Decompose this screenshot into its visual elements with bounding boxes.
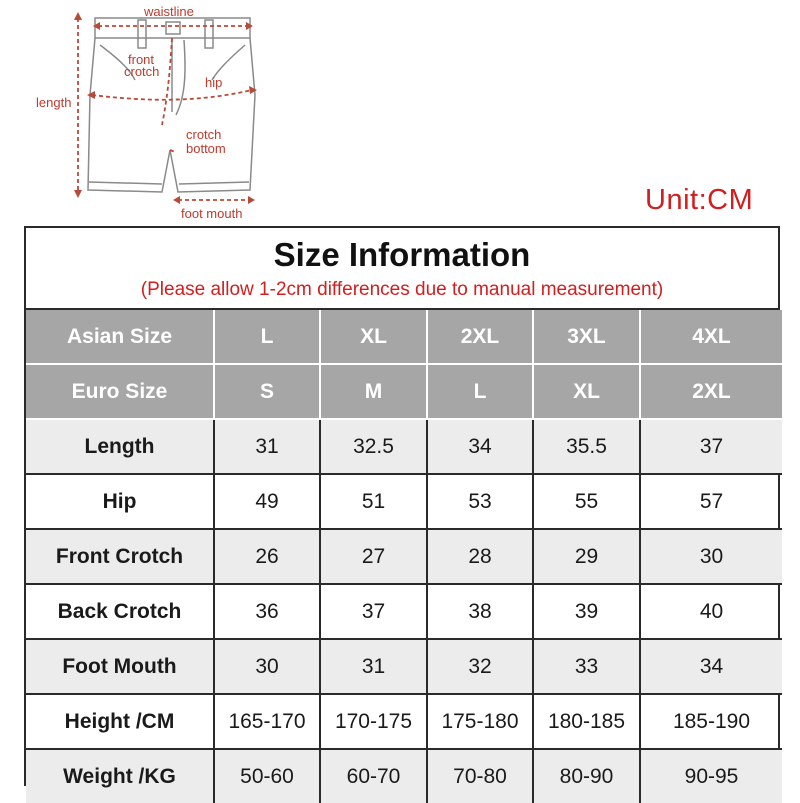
table-row — [26, 584, 782, 639]
row-label: Hip — [26, 474, 214, 529]
table-cell: 3XL — [533, 310, 640, 364]
table-cell: S — [214, 364, 320, 419]
table-cell: 180-185 — [533, 694, 640, 749]
table-cell: 90-95 — [640, 749, 782, 803]
table-cell: XL — [533, 364, 640, 419]
table-cell: XL — [320, 310, 427, 364]
table-cell: 40 — [640, 584, 782, 639]
table-row — [26, 474, 782, 529]
table-cell: 37 — [320, 584, 427, 639]
table-cell: 26 — [214, 529, 320, 584]
size-table-body — [26, 310, 782, 803]
table-row — [26, 639, 782, 694]
label-hip: hip — [205, 75, 223, 90]
table-cell: 27 — [320, 529, 427, 584]
row-label: Foot Mouth — [26, 639, 214, 694]
label-front-crotch-1: front — [128, 52, 155, 67]
label-foot-mouth: foot mouth — [181, 206, 243, 221]
table-cell: 55 — [533, 474, 640, 529]
row-label: Length — [26, 419, 214, 474]
table-cell: 39 — [533, 584, 640, 639]
table-cell: 185-190 — [640, 694, 782, 749]
row-label: Euro Size — [26, 364, 214, 419]
shorts-outline — [88, 18, 255, 192]
table-cell: 51 — [320, 474, 427, 529]
sheet-subtitle: (Please allow 1-2cm differences due to manual measurement) — [140, 279, 664, 300]
size-information-sheet — [24, 226, 780, 786]
row-label: Front Crotch — [26, 529, 214, 584]
table-cell: 35.5 — [533, 419, 640, 474]
size-table — [26, 310, 782, 803]
label-length: length — [36, 95, 72, 110]
table-cell: 50-60 — [214, 749, 320, 803]
shorts-measurement-diagram — [0, 0, 300, 225]
sheet-title: Size Information — [273, 236, 531, 273]
table-cell: 38 — [427, 584, 533, 639]
table-cell: 31 — [214, 419, 320, 474]
table-cell: 175-180 — [427, 694, 533, 749]
table-cell: 34 — [640, 639, 782, 694]
table-cell: 33 — [533, 639, 640, 694]
row-label: Weight /KG — [26, 749, 214, 803]
table-cell: 4XL — [640, 310, 782, 364]
table-row — [26, 310, 782, 364]
table-cell: 170-175 — [320, 694, 427, 749]
table-row — [26, 694, 782, 749]
table-cell: 31 — [320, 639, 427, 694]
table-cell: 32.5 — [320, 419, 427, 474]
table-cell: 28 — [427, 529, 533, 584]
table-cell: L — [214, 310, 320, 364]
table-cell: 53 — [427, 474, 533, 529]
table-cell: 36 — [214, 584, 320, 639]
table-cell: L — [427, 364, 533, 419]
table-cell: 2XL — [427, 310, 533, 364]
table-cell: 2XL — [640, 364, 782, 419]
table-cell: 30 — [214, 639, 320, 694]
row-label: Height /CM — [26, 694, 214, 749]
label-crotch-bottom-1: crotch — [186, 127, 222, 142]
row-label: Asian Size — [26, 310, 214, 364]
table-cell: 57 — [640, 474, 782, 529]
table-cell: 80-90 — [533, 749, 640, 803]
row-label: Back Crotch — [26, 584, 214, 639]
table-row — [26, 749, 782, 803]
label-front-crotch-2: crotch — [124, 64, 160, 79]
table-cell: 34 — [427, 419, 533, 474]
label-crotch-bottom-2: bottom — [186, 141, 226, 156]
table-row — [26, 419, 782, 474]
unit-label: Unit:CM — [645, 184, 754, 216]
table-cell: 70-80 — [427, 749, 533, 803]
table-cell: 30 — [640, 529, 782, 584]
table-cell: M — [320, 364, 427, 419]
table-cell: 29 — [533, 529, 640, 584]
table-cell: 32 — [427, 639, 533, 694]
table-cell: 165-170 — [214, 694, 320, 749]
table-row — [26, 364, 782, 419]
table-cell: 37 — [640, 419, 782, 474]
title-area — [26, 228, 778, 310]
table-row — [26, 529, 782, 584]
table-cell: 49 — [214, 474, 320, 529]
table-cell: 60-70 — [320, 749, 427, 803]
label-waistline: waistline — [144, 4, 194, 19]
